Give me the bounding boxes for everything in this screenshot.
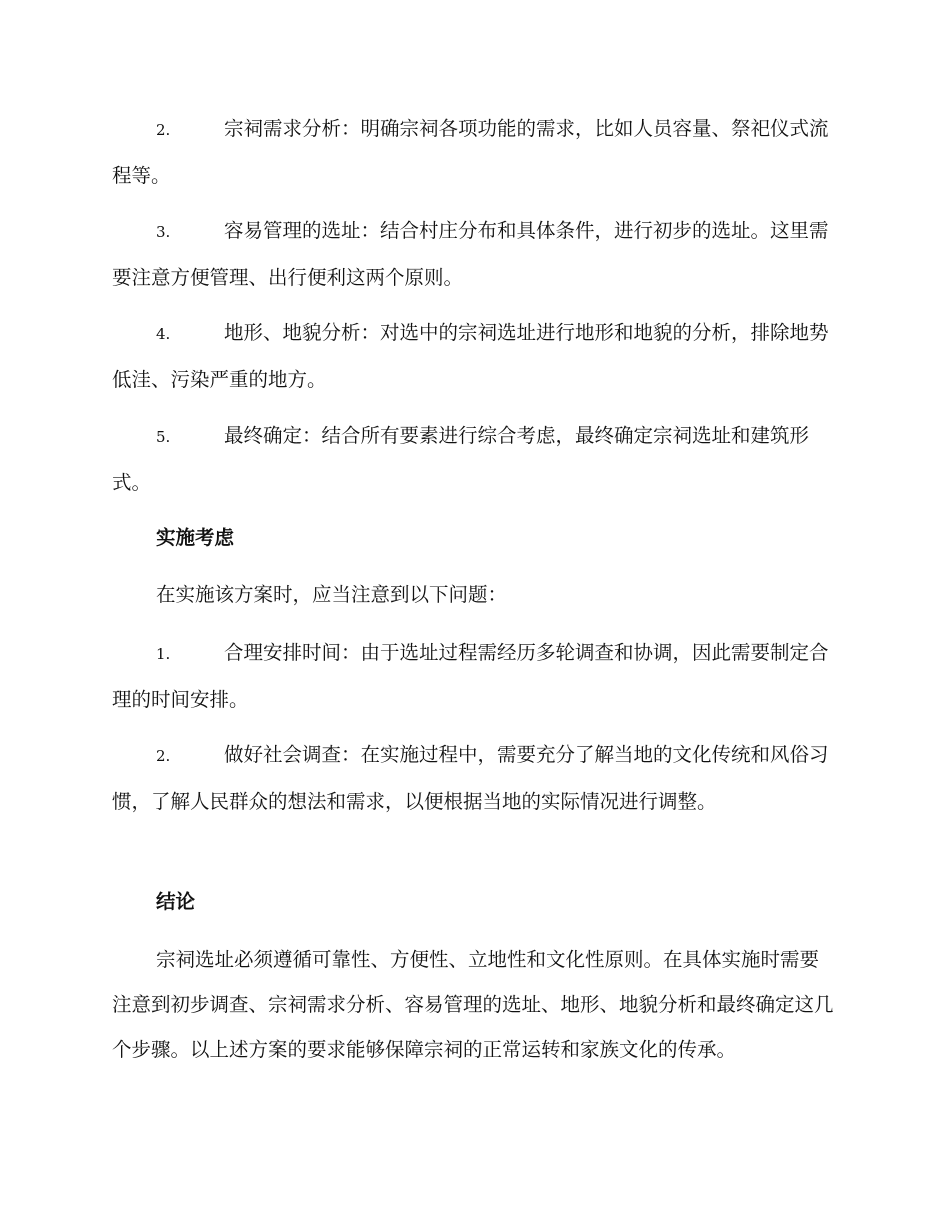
item-text: 做好社会调查：在实施过程中，需要充分了解当地的文化传统和风俗习惯，了解人民群众的想法和需求，以便根据当地的实际情况进行调整。 (112, 743, 829, 813)
conclusion-heading: 结论 (156, 890, 196, 913)
step-item-5 (112, 413, 834, 505)
item-number: 2. (156, 747, 171, 765)
conclusion-text: 宗祠选址必须遵循可靠性、方便性、立地性和文化性原则。在具体实施时需要注意到初步调查、宗祠需求分析、容易管理的选址、地形、地貌分析和最终确定这几个步骤。以上述方案的要求能够保障宗祠的正常运转和家族文化的传承。 (112, 948, 834, 1061)
step-item-4 (112, 310, 834, 402)
implementation-item-1 (112, 630, 834, 722)
step-item-2 (112, 106, 834, 198)
item-number: 1. (156, 645, 171, 663)
step-number: 5. (156, 428, 171, 446)
implementation-item-2 (112, 732, 834, 824)
implementation-intro: 在实施该方案时，应当注意到以下问题： (156, 583, 508, 606)
step-text: 宗祠需求分析：明确宗祠各项功能的需求，比如人员容量、祭祀仪式流程等。 (112, 117, 829, 187)
step-number: 4. (156, 325, 171, 343)
step-text: 地形、地貌分析：对选中的宗祠选址进行地形和地貌的分析，排除地势低洼、污染严重的地方。 (112, 321, 829, 391)
step-number: 2. (156, 121, 171, 139)
step-text: 容易管理的选址：结合村庄分布和具体条件，进行初步的选址。这里需要注意方便管理、出行便利这两个原则。 (112, 219, 829, 289)
step-text: 最终确定：结合所有要素进行综合考虑，最终确定宗祠选址和建筑形式。 (112, 424, 810, 494)
step-number: 3. (156, 223, 171, 241)
step-item-3 (112, 208, 834, 300)
implementation-heading: 实施考虑 (156, 526, 235, 549)
item-text: 合理安排时间：由于选址过程需经历多轮调查和协调，因此需要制定合理的时间安排。 (112, 641, 829, 711)
